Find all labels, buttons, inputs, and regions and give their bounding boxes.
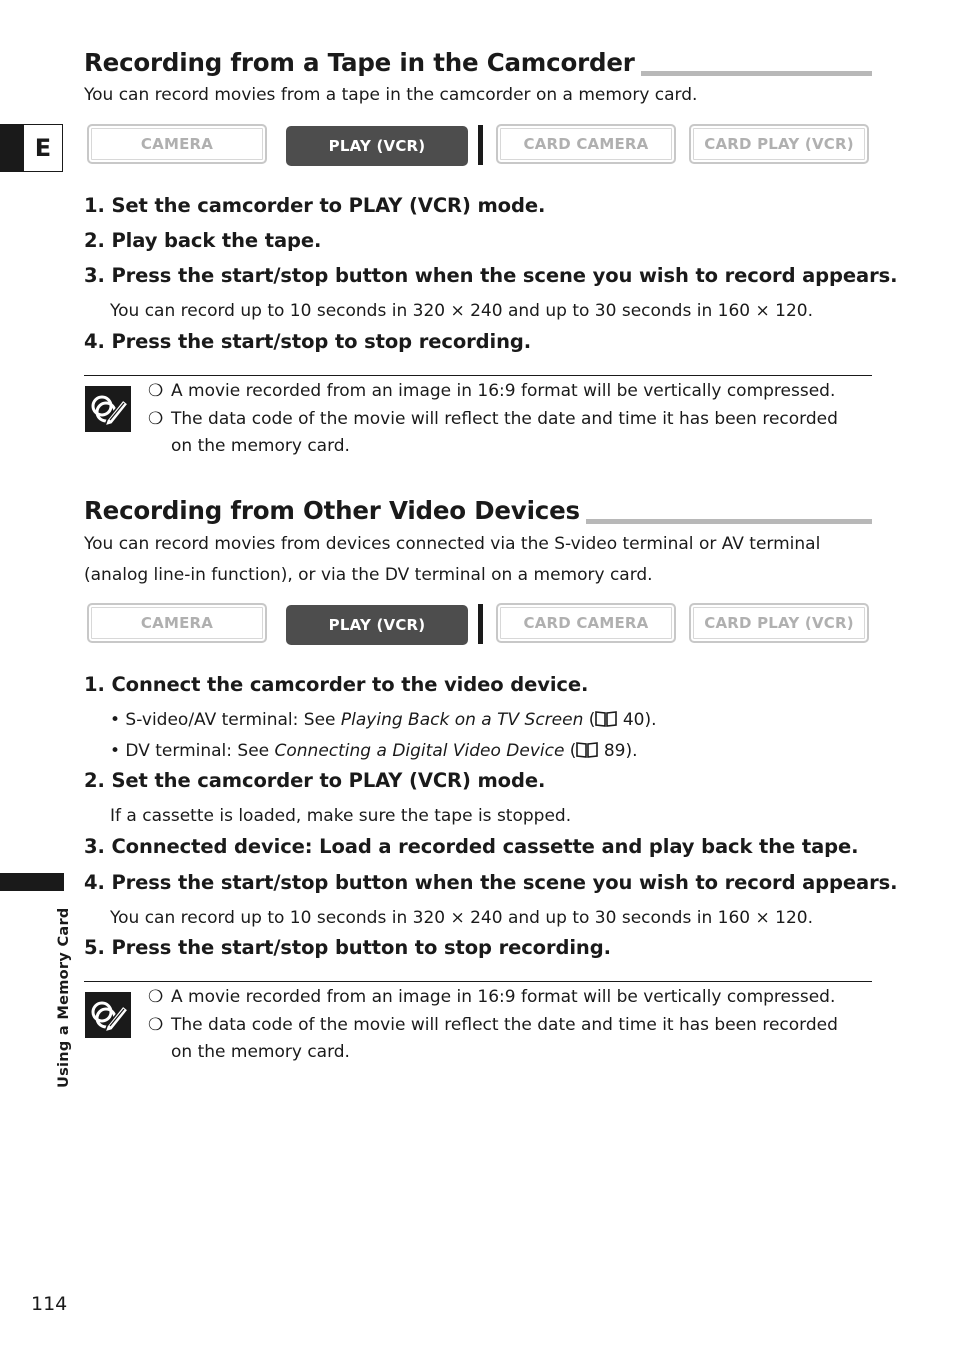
section1-title: Recording from a Tape in the Camcorder: [84, 48, 641, 78]
s1-note-1: ❍ A movie recorded from an image in 16:9 format will be vertically compressed.: [148, 381, 836, 401]
mode-card-camera: CARD CAMERA: [496, 124, 676, 164]
s2-step-1: 1. Connect the camcorder to the video device.: [84, 673, 589, 696]
s2-step-5: 5. Press the start/stop button to stop recording.: [84, 936, 611, 959]
s2-bullet-2: • DV terminal: See Connecting a Digital Video Device ( 89).: [110, 741, 638, 761]
section-tab-bar: [0, 873, 64, 891]
page-number: 114: [31, 1293, 68, 1315]
section1-mode-bar: [86, 124, 870, 166]
s1-step-1: 1. Set the camcorder to PLAY (VCR) mode.: [84, 194, 546, 217]
note-pencil-icon: [85, 386, 131, 432]
s2-step-4-note: You can record up to 10 seconds in 320 × 240 and up to 30 seconds in 160 × 120.: [110, 908, 813, 928]
section1-heading: [84, 46, 872, 76]
s2-step-2-note: If a cassette is loaded, make sure the tape is stopped.: [110, 806, 572, 826]
s2-step-4: 4. Press the start/stop button when the scene you wish to record appears.: [84, 871, 898, 894]
s1-notes: [148, 378, 878, 461]
s1-step-3-note: You can record up to 10 seconds in 320 × 240 and up to 30 seconds in 160 × 120.: [110, 301, 813, 321]
section2-heading: [84, 494, 872, 524]
section2-intro-line2: (analog line-in function), or via the DV terminal on a memory card.: [84, 565, 653, 585]
s2-step-2: 2. Set the camcorder to PLAY (VCR) mode.: [84, 769, 546, 792]
s2-note-1: ❍ A movie recorded from an image in 16:9 format will be vertically compressed.: [148, 987, 836, 1007]
mode-card-play-vcr: CARD PLAY (VCR): [689, 603, 869, 643]
language-tab: [0, 124, 64, 172]
section2-title: Recording from Other Video Devices: [84, 496, 586, 526]
mode-camera: CAMERA: [87, 124, 267, 164]
s2-note-2-cont: on the memory card.: [171, 1042, 350, 1062]
s1-notes-rule: [84, 375, 872, 376]
s1-note-2: ❍ The data code of the movie will reflect the date and time it has been recorded: [148, 408, 838, 429]
s1-note-2-cont: on the memory card.: [171, 436, 350, 456]
section1-intro: You can record movies from a tape in the camcorder on a memory card.: [84, 85, 698, 105]
s2-bullet-1: • S-video/AV terminal: See Playing Back on a TV Screen ( 40).: [110, 710, 657, 730]
s2-notes-rule: [84, 981, 872, 982]
note-pencil-icon: [85, 992, 131, 1038]
mode-play-vcr: PLAY (VCR): [286, 605, 468, 645]
mode-card-play-vcr: CARD PLAY (VCR): [689, 124, 869, 164]
s2-notes: [148, 984, 878, 1067]
s2-note-2: ❍ The data code of the movie will reflect the date and time it has been recorded: [148, 1014, 838, 1035]
mode-play-vcr: PLAY (VCR): [286, 126, 468, 166]
s1-step-2: 2. Play back the tape.: [84, 229, 322, 252]
mode-card-camera: CARD CAMERA: [496, 603, 676, 643]
language-tab-letter: E: [24, 124, 63, 172]
book-icon: [576, 741, 598, 758]
mode-camera: CAMERA: [87, 603, 267, 643]
mode-separator: [478, 604, 483, 644]
s2-step-3: 3. Connected device: Load a recorded cassette and play back the tape.: [84, 835, 859, 858]
mode-separator: [478, 125, 483, 165]
book-icon: [595, 710, 617, 727]
section2-intro-line1: You can record movies from devices connected via the S-video terminal or AV terminal: [84, 534, 821, 554]
section2-mode-bar: [86, 603, 870, 645]
s1-step-4: 4. Press the start/stop to stop recording.: [84, 330, 532, 353]
s1-step-3: 3. Press the start/stop button when the scene you wish to record appears.: [84, 264, 898, 287]
section-label: Using a Memory Card: [56, 907, 72, 1088]
